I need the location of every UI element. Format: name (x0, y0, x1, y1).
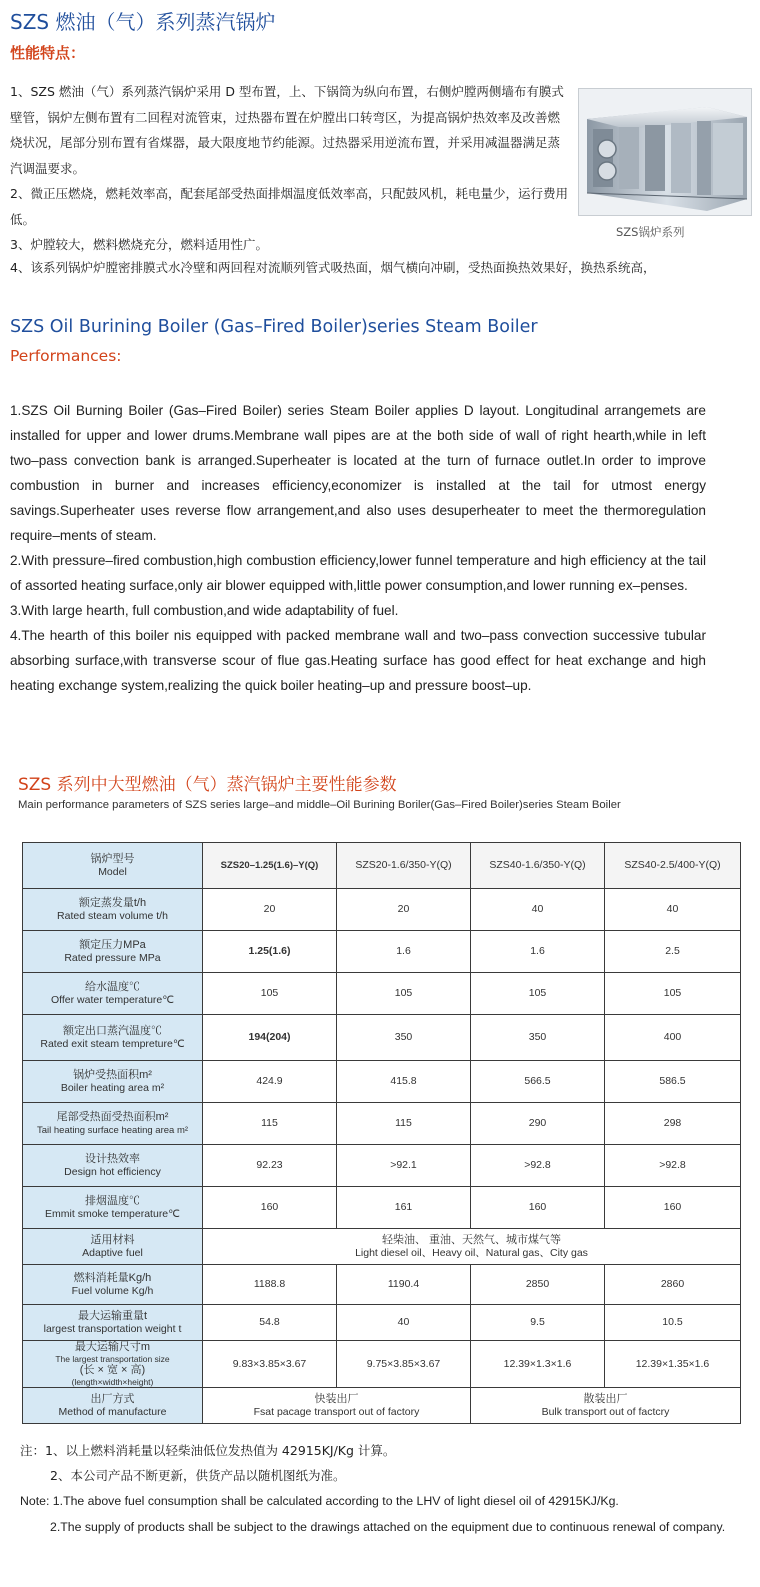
table-header-row (23, 843, 741, 889)
row-label-cell (23, 931, 203, 973)
table-cell: 9.75×3.85×3.67 (337, 1341, 471, 1388)
row-label-cell (23, 1388, 203, 1424)
table-cell: 105 (203, 973, 337, 1015)
en-subtitle: Performances: (10, 347, 122, 365)
row-label-cn: 出厂方式 (90, 1392, 135, 1405)
fast-method-cell (203, 1388, 471, 1424)
row-label-cell (23, 1265, 203, 1305)
fast-method-cn: 快装出厂 (314, 1392, 359, 1405)
table-row (23, 1187, 741, 1229)
row-label-cn: 适用材料 (90, 1233, 135, 1246)
cn-para-1: 1、SZS 燃油（气）系列蒸汽锅炉采用 D 型布置，上、下锅筒为纵向布置，右侧炉膛两侧墙布有膜式壁管，锅炉左侧布置有二回程对流管束，过热器布置在炉膛出口转弯区，为提高锅炉热效率及改善燃烧状况，尾部分别布置有省煤器，最大限度地节约能源。过热器采用逆流布置，并采用减温器满足蒸汽调温要求。 (10, 84, 564, 176)
en-para-2: 2.With pressure–fired combustion,high combustion efficiency,lower funnel temperature and high efficiency at the tail of assorted heating surface,only air blower equipped with,little power consumption,and lower running ex–penses. (10, 553, 706, 593)
table-cell: 105 (337, 973, 471, 1015)
row-label-cell (23, 1103, 203, 1145)
row-label-cn: 燃料消耗量Kg/h (73, 1271, 152, 1284)
method-row (23, 1388, 741, 1424)
row-label-en: Adaptive fuel (82, 1246, 143, 1259)
row-label-en: Tail heating surface heating area m² (36, 1124, 189, 1136)
size-row (23, 1341, 741, 1388)
note-en-2: 2.The supply of products shall be subject to the drawings attached on the equipment due to continuous renewal of company. (50, 1520, 726, 1534)
table-row (23, 973, 741, 1015)
en-para-1: 1.SZS Oil Burning Boiler (Gas–Fired Boiler) series Steam Boiler applies D layout. Longitudinal arrangemets are installed for upper and lower drums.Membrane wall pipes are at the both side of wall of right hearth,while in left two–pass convection bank is arranged.Superheater is located at the turn of furnace outlet.In order to improve combustion in burner and increases efficiency,economizer is installed at the tail for utmost energy savings.Superheater uses reverse flow arrangement,and also uses desuperheater to meet the thermoregulation require–ments of steam. (10, 403, 706, 543)
table-cell: 586.5 (605, 1061, 741, 1103)
table-cell: 160 (203, 1187, 337, 1229)
spec-table (22, 842, 741, 1424)
table-cell: 20 (337, 889, 471, 931)
boiler-illustration (579, 89, 751, 215)
table-cell: 400 (605, 1015, 741, 1061)
row-label-cn: 设计热效率 (85, 1152, 140, 1165)
row-label-cn: 额定出口蒸汽温度℃ (63, 1024, 162, 1037)
note-cn-2: 2、本公司产品不断更新，供货产品以随机图纸为准。 (50, 1468, 346, 1483)
table-row (23, 1103, 741, 1145)
table-cell: >92.8 (471, 1145, 605, 1187)
table-cell: 1.6 (471, 931, 605, 973)
header-label-cn: 锅炉型号 (90, 852, 135, 865)
en-para-3: 3.With large hearth, full combustion,and wide adaptability of fuel. (10, 603, 399, 618)
table-cell: 290 (471, 1103, 605, 1145)
row-label-cn: 给水温度℃ (85, 980, 140, 993)
cn-para-3: 3、炉膛较大，燃料燃烧充分，燃料适用性广。 (10, 237, 268, 252)
cn-subtitle: 性能特点： (10, 44, 86, 62)
row-label-en: largest transportation weight t (43, 1322, 182, 1335)
table-cell: 566.5 (471, 1061, 605, 1103)
table-title-cn: SZS 系列中大型燃油（气）蒸汽锅炉主要性能参数 (18, 775, 397, 795)
row-label-cn: 排烟温度℃ (85, 1194, 140, 1207)
table-cell: 298 (605, 1103, 741, 1145)
row-label-en: Boiler heating area m² (60, 1081, 165, 1094)
row-label-cn: 额定压力MPa (79, 938, 146, 951)
row-label-cell (23, 973, 203, 1015)
note-en-2-line (20, 1514, 750, 1540)
table-row (23, 1061, 741, 1103)
row-label-en: Rated exit steam tempreture℃ (40, 1037, 185, 1050)
bulk-method-en: Bulk transport out of factcry (541, 1405, 670, 1418)
table-cell: >92.1 (337, 1145, 471, 1187)
row-label-en: The largest transportation size (55, 1354, 170, 1364)
model-header: SZS20-1.6/350-Y(Q) (337, 843, 471, 889)
table-cell: 2.5 (605, 931, 741, 973)
cn-para-2: 2、微正压燃烧，燃耗效率高，配套尾部受热面排烟温度低效率高，只配鼓风机，耗电量少，运行费用低。 (10, 186, 568, 227)
row-label-en: Rated steam volume t/h (57, 909, 168, 922)
row-label-cell (23, 1061, 203, 1103)
row-label-en: Design hot efficiency (64, 1165, 161, 1178)
row-label-cn: 最大运输尺寸m (74, 1341, 151, 1353)
table-cell: 40 (471, 889, 605, 931)
row-label-cn-2: (长 × 宽 × 高) (79, 1364, 146, 1376)
row-label-en: Rated pressure MPa (64, 951, 161, 964)
table-cell: 92.23 (203, 1145, 337, 1187)
cn-paragraphs (10, 79, 570, 258)
table-cell: 9.83×3.85×3.67 (203, 1341, 337, 1388)
fuel-value-cn: 轻柴油、 重油、天然气、城市煤气等 (381, 1233, 562, 1246)
table-cell: 350 (471, 1015, 605, 1061)
row-label-cell (23, 1145, 203, 1187)
table-cell: 20 (203, 889, 337, 931)
row-label-cn: 额定蒸发量t/h (78, 896, 147, 909)
table-cell: 1.25(1.6) (203, 931, 337, 973)
row-label-cell (23, 889, 203, 931)
en-paragraphs (10, 398, 706, 698)
boiler-photo (578, 88, 752, 216)
table-row (23, 889, 741, 931)
notes (20, 1438, 750, 1540)
row-label-cell (23, 1341, 203, 1388)
row-label-cn: 最大运输重量t (77, 1309, 148, 1322)
table-cell: 9.5 (471, 1305, 605, 1341)
table-title-en: Main performance parameters of SZS series large–and middle–Oil Burining Boriler(Gas–Fired Boiler)series Steam Boiler (18, 799, 621, 811)
table-cell: 161 (337, 1187, 471, 1229)
cn-para-4: 4、该系列锅炉炉膛密排膜式水冷壁和两回程对流顺列管式吸热面，烟气横向冲刷，受热面换热效果好，换热系统高， (10, 260, 656, 275)
table-cell: 1190.4 (337, 1265, 471, 1305)
row-label-en: Fuel volume Kg/h (71, 1284, 154, 1297)
table-cell: 105 (471, 973, 605, 1015)
table-cell: 115 (337, 1103, 471, 1145)
en-para-4: 4.The hearth of this boiler nis equipped with packed membrane wall and two–pass convection successive tubular absorbing surface,with transverse scour of flue gas.Heating surface has good effect for heat exchange and high heating exchange system,realizing the quick boiler heating–up and pressure boost–up. (10, 628, 706, 693)
fuel-value-cell (203, 1229, 741, 1265)
table-row (23, 1265, 741, 1305)
en-title: SZS Oil Burining Boiler (Gas–Fired Boiler)series Steam Boiler (10, 317, 538, 337)
table-cell: 1188.8 (203, 1265, 337, 1305)
note-en-1-line (20, 1488, 750, 1514)
row-label-cell (23, 1305, 203, 1341)
row-label-en: Emmit smoke temperature℃ (45, 1207, 180, 1220)
table-cell: 1.6 (337, 931, 471, 973)
table-cell: 194(204) (203, 1015, 337, 1061)
photo-caption: SZS锅炉系列 (616, 225, 685, 239)
row-label-cell (23, 1229, 203, 1265)
table-cell: >92.8 (605, 1145, 741, 1187)
table-cell: 160 (471, 1187, 605, 1229)
bulk-method-cell (471, 1388, 741, 1424)
model-header: SZS40-1.6/350-Y(Q) (471, 843, 605, 889)
row-label-cn: 锅炉受热面积m² (73, 1068, 152, 1081)
table-cell: 54.8 (203, 1305, 337, 1341)
table-cell: 10.5 (605, 1305, 741, 1341)
row-label-en: Method of manufacture (58, 1405, 167, 1418)
table-cell: 40 (605, 889, 741, 931)
table-cell: 2860 (605, 1265, 741, 1305)
fuel-value-en: Light diesel oil、Heavy oil、Natural gas、City gas (355, 1246, 588, 1259)
fast-method-en: Fsat pacage transport out of factory (253, 1405, 420, 1418)
row-label-cell (23, 1187, 203, 1229)
cn-title: SZS 燃油（气）系列蒸汽锅炉 (10, 10, 276, 34)
table-cell: 424.9 (203, 1061, 337, 1103)
table-row (23, 1305, 741, 1341)
note-cn-1: 注：1、以上燃料消耗量以轻柴油低位发热值为 42915KJ/Kg 计算。 (20, 1443, 396, 1458)
fuel-row (23, 1229, 741, 1265)
model-header: SZS20–1.25(1.6)–Y(Q) (203, 843, 337, 889)
header-label-en: Model (98, 865, 127, 878)
row-label-cell (23, 1015, 203, 1061)
table-cell: 12.39×1.35×1.6 (605, 1341, 741, 1388)
row-label-en: Offer water temperature℃ (50, 993, 175, 1006)
model-header: SZS40-2.5/400-Y(Q) (605, 843, 741, 889)
table-cell: 115 (203, 1103, 337, 1145)
table-cell: 12.39×1.3×1.6 (471, 1341, 605, 1388)
note-en-1: Note: 1.The above fuel consumption shall be calculated according to the LHV of light diesel oil of 42915KJ/Kg. (20, 1494, 619, 1508)
table-cell: 160 (605, 1187, 741, 1229)
table-row (23, 931, 741, 973)
table-cell: 40 (337, 1305, 471, 1341)
row-label-cn: 尾部受热面受热面积m² (56, 1110, 169, 1123)
header-label-cell (23, 843, 203, 889)
table-cell: 415.8 (337, 1061, 471, 1103)
table-cell: 105 (605, 973, 741, 1015)
bulk-method-cn: 散装出厂 (583, 1392, 628, 1405)
table-row (23, 1015, 741, 1061)
row-label-en-2: (length×width×height) (71, 1377, 154, 1387)
table-cell: 2850 (471, 1265, 605, 1305)
table-row (23, 1145, 741, 1187)
table-cell: 350 (337, 1015, 471, 1061)
